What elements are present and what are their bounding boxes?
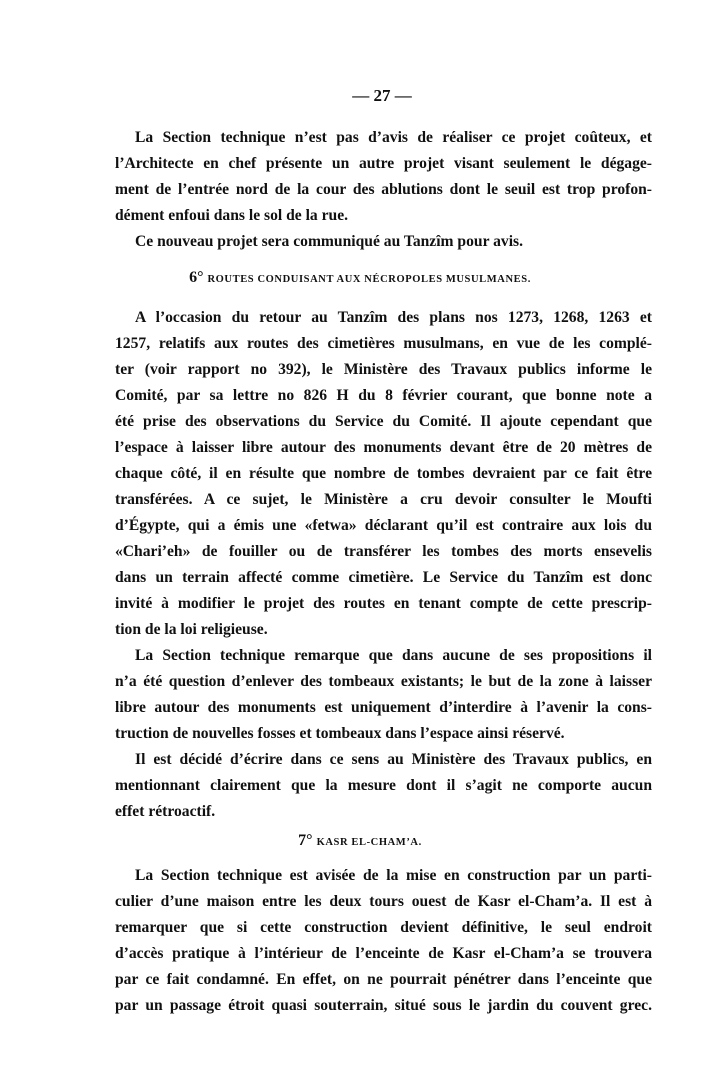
text-line: transférées. A ce sujet, le Ministère a cru devoir consulter le Moufti xyxy=(115,491,652,508)
text-line: libre autour des monuments est uniquement d’interdire à l’avenir la cons- xyxy=(115,699,652,716)
text-line: La Section technique remarque que dans aucune de ses propositions il xyxy=(135,647,652,664)
text-line: La Section technique n’est pas d’avis de réaliser ce projet coûteux, et xyxy=(135,129,652,146)
text-line: «Chari’eh» de fouiller ou de transférer les tombes des morts ensevelis xyxy=(115,543,652,560)
section-number: 6° xyxy=(189,269,208,286)
text-line: effet rétroactif. xyxy=(115,803,216,820)
text-line: ter (voir rapport no 392), le Ministère des Travaux publics informe le xyxy=(115,361,652,378)
section-title: KASR EL-CHAM’A. xyxy=(316,837,422,848)
text-line: n’a été question d’enlever des tombeaux existants; le but de la zone à laisser xyxy=(115,673,652,690)
text-line: A l’occasion du retour au Tanzîm des plans nos 1273, 1268, 1263 et xyxy=(135,309,652,326)
text-line: Ce nouveau projet sera communiqué au Tanzîm pour avis. xyxy=(135,233,524,250)
text-line: truction de nouvelles fosses et tombeaux dans l’espace ainsi réservé. xyxy=(115,725,565,742)
text-line: l’espace à laisser libre autour des monuments devant être de 20 mètres de xyxy=(115,439,652,456)
section-number: 7° xyxy=(298,832,317,849)
text-line: dans un terrain affecté comme cimetière. Le Service du Tanzîm est donc xyxy=(115,569,652,586)
text-line: chaque côté, il en résulte que nombre de tombes devraient par ce fait être xyxy=(115,465,652,482)
text-line: par un passage étroit quasi souterrain, situé sous le jardin du couvent grec. xyxy=(115,997,652,1014)
section-heading xyxy=(0,829,720,855)
section-title: ROUTES CONDUISANT AUX NÉCROPOLES MUSULMANES. xyxy=(207,274,531,285)
text-line: d’Égypte, qui a émis une «fetwa» déclarant qu’il est contraire aux lois du xyxy=(115,517,652,534)
text-line: Il est décidé d’écrire dans ce sens au Ministère des Travaux publics, en xyxy=(135,751,652,768)
text-line: Comité, par sa lettre no 826 H du 8 février courant, que bonne note a xyxy=(115,387,652,404)
text-line: par ce fait condamné. En effet, on ne pourrait pénétrer dans l’enceinte que xyxy=(115,971,652,988)
text-line: invité à modifier le projet des routes en tenant compte de cette prescrip- xyxy=(115,595,652,612)
text-line: remarquer que si cette construction devient définitive, le seul endroit xyxy=(115,919,652,936)
text-line: l’Architecte en chef présente un autre projet visant seulement le dégage- xyxy=(115,155,652,172)
text-line: culier d’une maison entre les deux tours ouest de Kasr el-Cham’a. Il est à xyxy=(115,893,652,910)
text-line: d’accès pratique à l’intérieur de l’enceinte de Kasr el-Cham’a se trouvera xyxy=(115,945,652,962)
section-heading xyxy=(0,266,720,292)
text-line: La Section technique est avisée de la mise en construction par un parti- xyxy=(135,867,652,884)
text-line: 1257, relatifs aux routes des cimetières musulmans, en vue de les complé- xyxy=(115,335,652,352)
text-line: ment de l’entrée nord de la cour des ablutions dont le seuil est trop profon- xyxy=(115,181,652,198)
text-line: mentionnant clairement que la mesure dont il s’agit ne comporte aucun xyxy=(115,777,652,794)
text-line: tion de la loi religieuse. xyxy=(115,621,268,638)
text-line: dément enfoui dans le sol de la rue. xyxy=(115,207,349,224)
page-number: — 27 — xyxy=(352,86,412,105)
text-line: été prise des observations du Service du Comité. Il ajoute cependant que xyxy=(115,413,652,430)
